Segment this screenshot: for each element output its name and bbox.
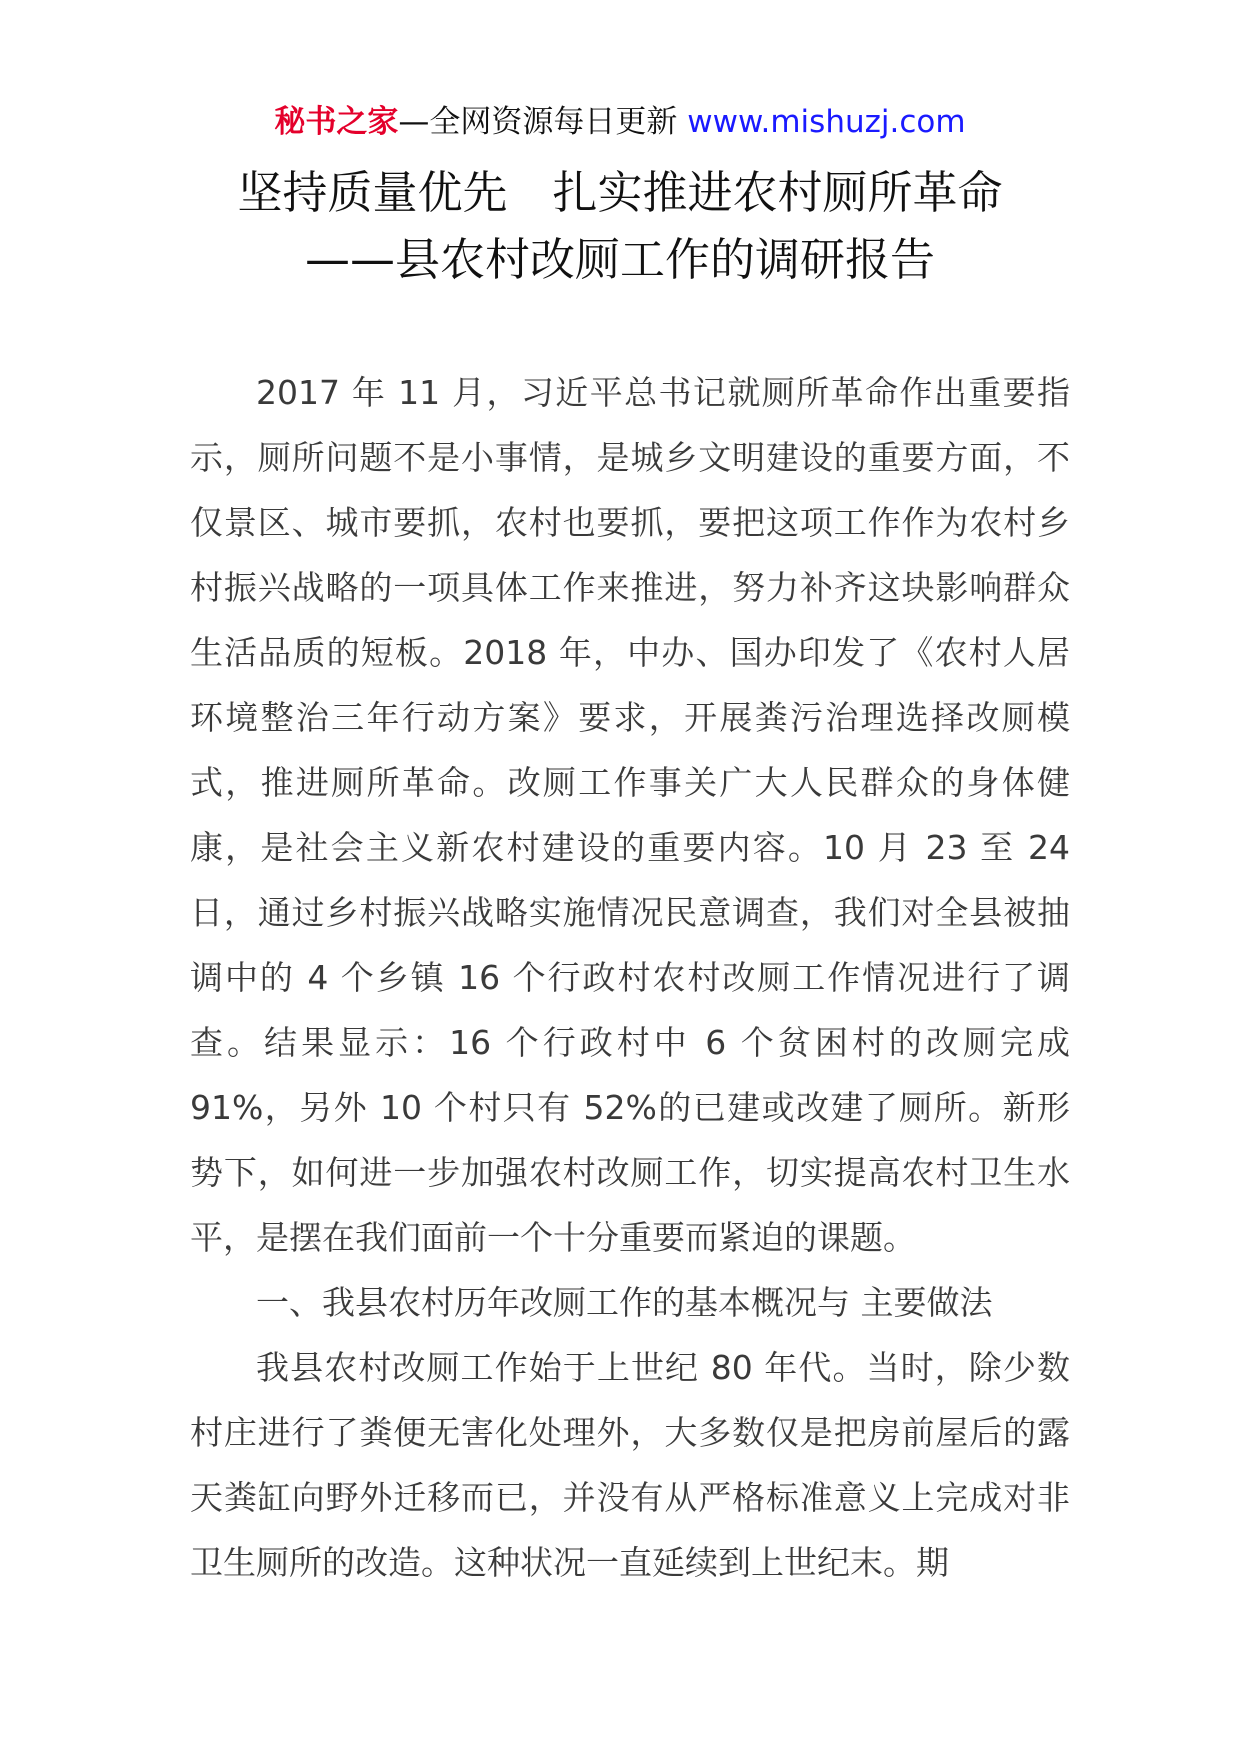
section-heading-1: 一、我县农村历年改厕工作的基本概况与 主要做法: [256, 1283, 993, 1322]
site-header: [0, 102, 1240, 142]
document-body: [190, 360, 1070, 1595]
document-title: 坚持质量优先 扎实推进农村厕所革命: [237, 166, 1003, 219]
paragraph-section-1: 我县农村改厕工作始于上世纪 80 年代。当时，除少数村庄进行了粪便无害化处理外，大多数仅是把房前屋后的露天粪缸向野外迁移而已，并没有从严格标准意义上完成对非卫生厕所的改造。这种状况一直延续到上世纪末。期: [190, 1348, 1070, 1582]
site-slogan: —全网资源每日更新: [398, 104, 678, 140]
site-brand: 秘书之家: [274, 104, 399, 140]
paragraph-intro: 2017 年 11 月，习近平总书记就厕所革命作出重要指示，厕所问题不是小事情，是城乡文明建设的重要方面，不仅景区、城市要抓，农村也要抓，要把这项工作作为农村乡村振兴战略的一项具体工作来推进，努力补齐这块影响群众生活品质的短板。2018 年，中办、国办印发了《农村人居环境整治三年行动方案》要求，开展粪污治理选择改厕模式，推进厕所革命。改厕工作事关广大人民群众的身体健康，是社会主义新农村建设的重要内容。10 月 23 至 24 日，通过乡村振兴战略实施情况民意调查，我们对全县被抽调中的 4 个乡镇 16 个行政村农村改厕工作情况进行了调查。结果显示：16 个行政村中 6 个贫困村的改厕完成 91%，另外 10 个村只有 52%的已建或改建了厕所。新形势下，如何进一步加强农村改厕工作，切实提高农村卫生水平，是摆在我们面前一个十分重要而紧迫的课题。: [190, 373, 1070, 1257]
document-subtitle: ——县农村改厕工作的调研报告: [304, 233, 935, 286]
site-url-link[interactable]: www.mishuzj.com: [687, 104, 966, 140]
